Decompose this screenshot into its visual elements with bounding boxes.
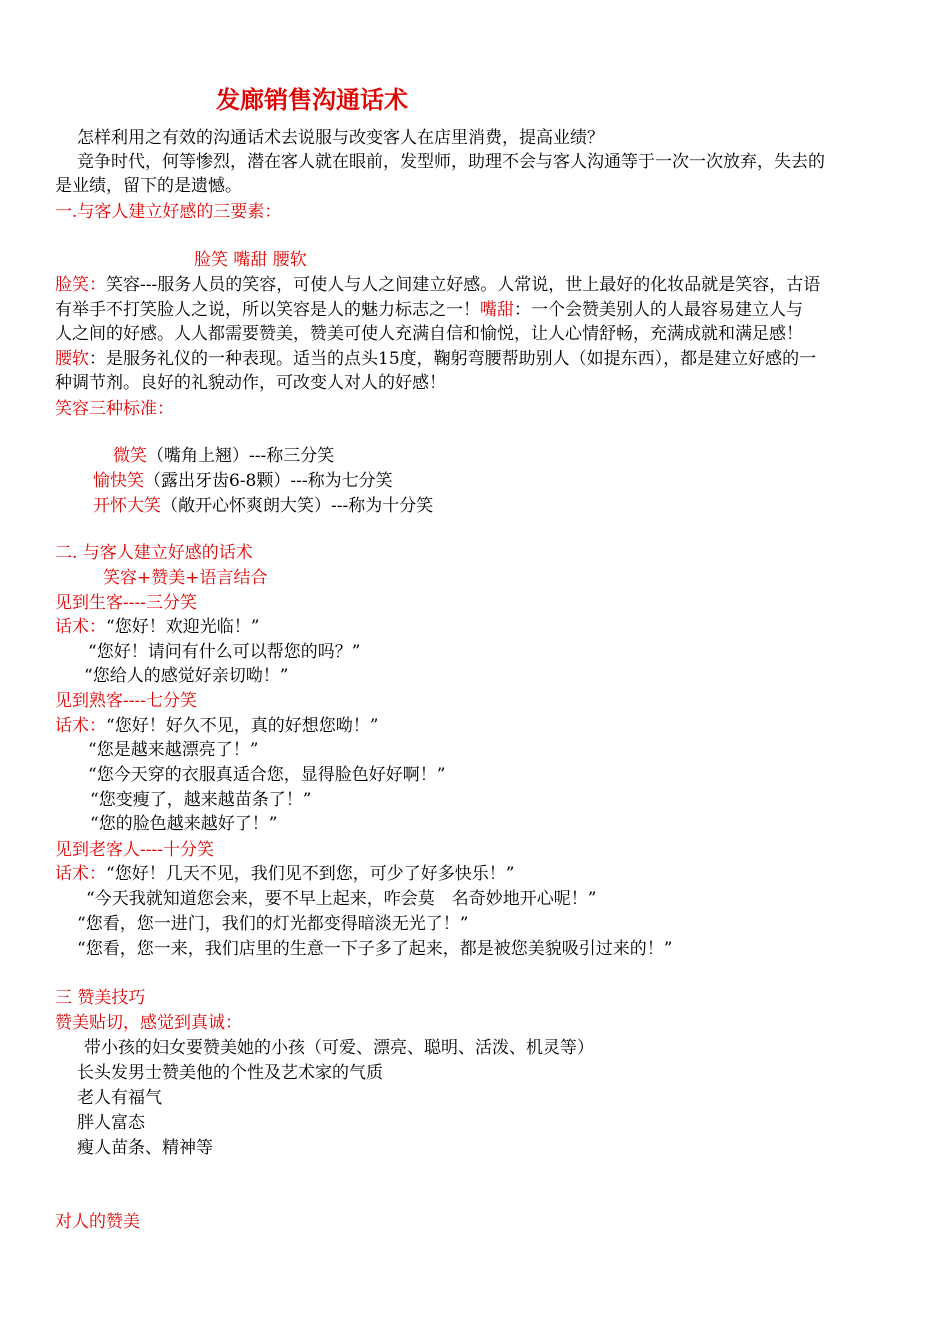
- praise-item-2: 长头发男士赞美他的个性及艺术家的气质: [77, 1063, 383, 1083]
- script-label: 话术：: [55, 617, 106, 637]
- section1-heading: 一.与客人建立好感的三要素：: [55, 202, 282, 222]
- section3-heading: 三 赞美技巧: [55, 988, 146, 1008]
- section3-footer-heading: 对人的赞美: [55, 1212, 140, 1232]
- script-line: “您好！几天不见，我们见不到您，可少了好多快乐！”: [106, 864, 515, 884]
- soft-waist-label: 腰软: [55, 349, 89, 369]
- smile-standard-desc: （露出牙齿6-8颗）---称为七分笑: [144, 471, 393, 491]
- section2-heading: 二. 与客人建立好感的话术: [55, 543, 253, 563]
- document-title: 发廊销售沟通话术: [216, 86, 408, 114]
- sweet-mouth-text: ：一个会赞美别人的人最容易建立人与: [514, 300, 803, 320]
- face-smile-text-2: 有举手不打笑脸人之说，所以笑容是人的魅力标志之一！: [55, 300, 480, 320]
- section1-keywords: 脸笑 嘴甜 腰软: [194, 250, 307, 270]
- smile-standards-heading: 笑容三种标准：: [55, 399, 174, 419]
- praise-item-3: 老人有福气: [77, 1088, 162, 1108]
- regular-customer-script-5: “您的脸色越来越好了！”: [90, 814, 278, 834]
- new-customer-script-1: [55, 615, 259, 639]
- intro-line-1: 怎样利用之有效的沟通话术去说服与改变客人在店里消费，提高业绩？: [77, 128, 604, 148]
- smile-standard-label: 开怀大笑: [93, 496, 161, 516]
- regular-customer-script-3: “您今天穿的衣服真适合您，显得脸色好好啊！”: [88, 765, 446, 785]
- smile-standard-label: 微笑: [113, 446, 147, 466]
- script-label: 话术：: [55, 864, 106, 884]
- old-customer-script-2: “今天我就知道您会来，要不早上起来，咋会莫 名奇妙地开心呢！”: [86, 889, 597, 909]
- face-smile-sweet-line: [55, 298, 803, 322]
- intro-line-2: 竞争时代，何等惨烈，潜在客人就在眼前，发型师，助理不会与客人沟通等于一次一次放弃，失去的: [77, 152, 825, 172]
- soft-waist-text: ：是服务礼仪的一种表现。适当的点头15度，鞠躬弯腰帮助别人（如提东西），都是建立好感的一: [89, 349, 817, 369]
- regular-customer-heading: 见到熟客----七分笑: [55, 691, 197, 711]
- soft-waist-line-2: 种调节剂。良好的礼貌动作，可改变人对人的好感！: [55, 373, 446, 393]
- regular-customer-script-2: “您是越来越漂亮了！”: [88, 740, 259, 760]
- regular-customer-script-4: “您变瘦了，越来越苗条了！”: [90, 790, 312, 810]
- praise-item-5: 瘦人苗条、精神等: [77, 1138, 213, 1158]
- new-customer-script-3: “您给人的感觉好亲切呦！”: [84, 666, 289, 686]
- smile-standard-2: [93, 469, 393, 493]
- smile-standard-3: [93, 494, 433, 518]
- praise-item-4: 胖人富态: [77, 1113, 145, 1133]
- soft-waist-paragraph: [55, 347, 816, 371]
- smile-standard-desc: （嘴角上翘）---称三分笑: [147, 446, 335, 466]
- sweet-mouth-line-2: 人之间的好感。人人都需要赞美，赞美可使人充满自信和愉悦，让人心情舒畅，充满成就和满足感！: [55, 324, 803, 344]
- face-smile-paragraph: [55, 273, 820, 297]
- script-label: 话术：: [55, 716, 106, 736]
- smile-standard-desc: （敞开心怀爽朗大笑）---称为十分笑: [161, 496, 434, 516]
- old-customer-script-4: “您看，您一来，我们店里的生意一下子多了起来，都是被您美貌吸引过来的！”: [77, 939, 673, 959]
- script-line: “您好！好久不见，真的好想您呦！”: [106, 716, 379, 736]
- sweet-mouth-label: 嘴甜: [480, 300, 514, 320]
- script-line: “您好！欢迎光临！”: [106, 617, 260, 637]
- smile-standard-1: [113, 444, 334, 468]
- intro-line-3: 是业绩，留下的是遗憾。: [55, 176, 242, 196]
- new-customer-script-2: “您好！请问有什么可以帮您的吗？”: [88, 642, 361, 662]
- old-customer-heading: 见到老客人----十分笑: [55, 840, 214, 860]
- old-customer-script-1: [55, 862, 514, 886]
- regular-customer-script-1: [55, 714, 378, 738]
- section2-formula: 笑容+赞美+语言结合: [103, 568, 268, 588]
- face-smile-label: 脸笑：: [55, 275, 106, 295]
- smile-standard-label: 愉快笑: [93, 471, 144, 491]
- section3-subheading: 赞美贴切，感觉到真诚：: [55, 1013, 242, 1033]
- face-smile-text: 笑容---服务人员的笑容，可使人与人之间建立好感。人常说，世上最好的化妆品就是笑容，古语: [106, 275, 821, 295]
- praise-item-1: 带小孩的妇女要赞美她的小孩（可爱、漂亮、聪明、活泼、机灵等）: [84, 1038, 594, 1058]
- new-customer-heading: 见到生客----三分笑: [55, 593, 197, 613]
- old-customer-script-3: “您看，您一进门，我们的灯光都变得暗淡无光了！”: [77, 914, 469, 934]
